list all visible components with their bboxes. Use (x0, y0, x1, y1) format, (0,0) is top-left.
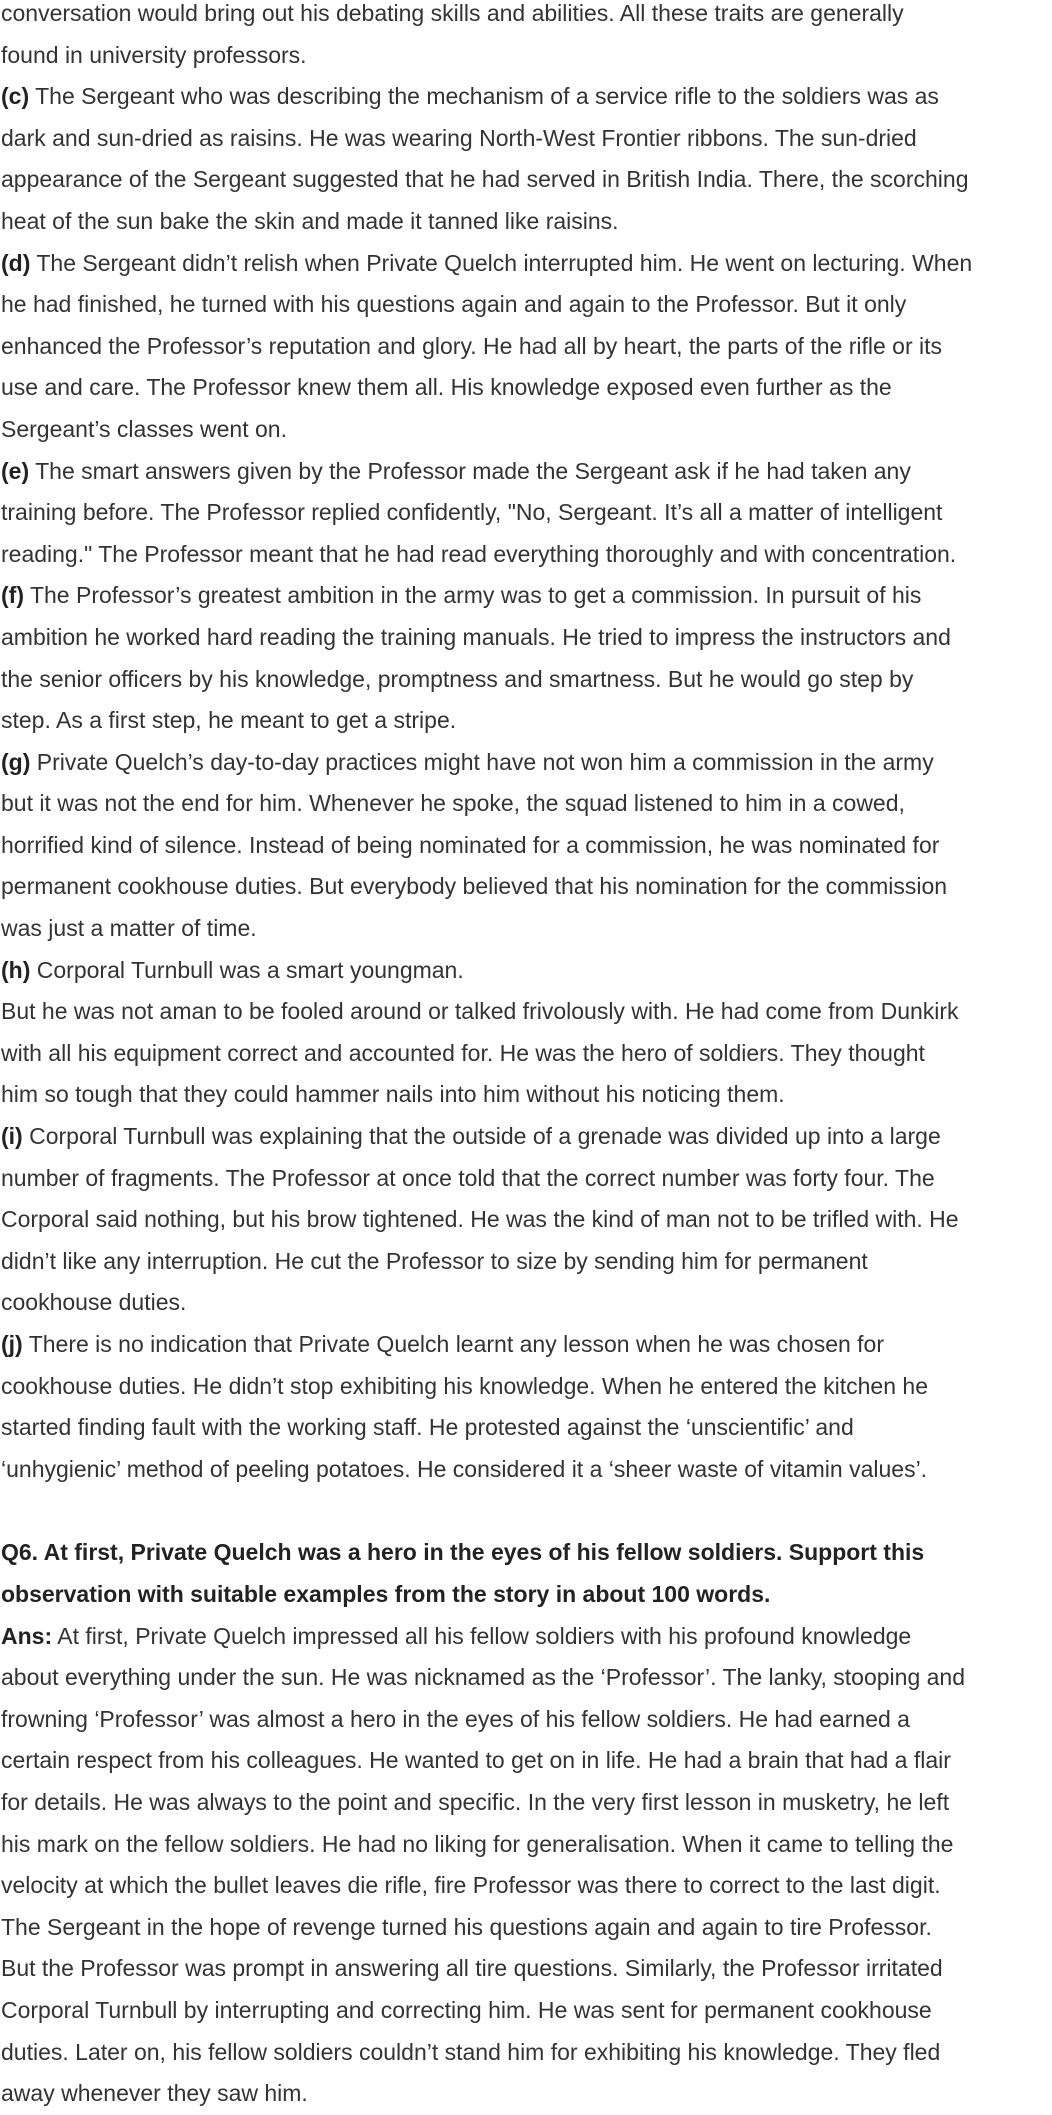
answer-h-text: Corporal Turnbull was a smart youngman. (30, 956, 464, 983)
answer-i-line: number of fragments. The Professor at once told that the correct number was forty four. The (1, 1164, 935, 1191)
answer-i-line: cookhouse duties. (1, 1289, 187, 1316)
answer-f-line: step. As a first step, he meant to get a stripe. (1, 707, 457, 734)
answer-f-line (1, 575, 1052, 617)
answer-q6-line: But the Professor was prompt in answering all tire questions. Similarly, the Professor irritated (1, 1955, 943, 1982)
answer-q6-line (1, 1616, 1052, 1658)
intro-line: found in university professors. (1, 41, 307, 68)
answer-label-j: (j) (1, 1331, 23, 1357)
answer-q6-text: At first, Private Quelch impressed all his fellow soldiers with his profound knowledge (52, 1622, 912, 1649)
answer-g-line: but it was not the end for him. Whenever he spoke, the squad listened to him in a cowed, (1, 790, 905, 817)
answer-f-text: The Professor’s greatest ambition in the army was to get a commission. In pursuit of his (23, 582, 922, 609)
answer-label-c: (c) (1, 83, 30, 110)
section-spacer (1, 1490, 1052, 1532)
answer-q6-line: his mark on the fellow soldiers. He had no liking for generalisation. When it came to telling the (1, 1830, 954, 1857)
answer-c-line: heat of the sun bake the skin and made it tanned like raisins. (1, 207, 619, 234)
answer-j-line: ‘unhygienic’ method of peeling potatoes. He considered it a ‘sheer waste of vitamin values’. (1, 1455, 928, 1482)
answer-label-f: (f) (1, 582, 24, 609)
answer-q6-line: certain respect from his colleagues. He wanted to get on in life. He had a brain that had a flair (1, 1747, 951, 1774)
answer-j-line: started finding fault with the working staff. He protested against the ‘unscientific’ and (1, 1414, 854, 1441)
answer-label-e: (e) (1, 457, 30, 484)
answer-f-line: ambition he worked hard reading the training manuals. He tried to impress the instructors and (1, 623, 951, 650)
answer-h-line (1, 950, 1052, 992)
answer-e-text: The smart answers given by the Professor made the Sergeant ask if he had taken any (29, 457, 911, 484)
answer-c-line (1, 76, 1052, 118)
answer-label-d: (d) (1, 249, 31, 276)
answer-g-line (1, 742, 1052, 784)
answer-j-line: cookhouse duties. He didn’t stop exhibiting his knowledge. When he entered the kitchen he (1, 1372, 928, 1399)
answer-j-text: There is no indication that Private Quelch learnt any lesson when he was chosen for (22, 1331, 885, 1357)
answer-q6-line: about everything under the sun. He was nicknamed as the ‘Professor’. The lanky, stooping and (1, 1664, 966, 1691)
answer-g-line: horrified kind of silence. Instead of being nominated for a commission, he was nominated for (1, 831, 940, 858)
intro-line: conversation would bring out his debating skills and abilities. All these traits are generally (1, 0, 904, 26)
answer-q6-line: away whenever they saw him. (1, 2080, 308, 2107)
answer-e-line: training before. The Professor replied confidently, "No, Sergeant. It’s all a matter of intelligent (1, 499, 943, 526)
answer-d-line: Sergeant’s classes went on. (1, 415, 287, 442)
answer-q6-line: duties. Later on, his fellow soldiers couldn’t stand him for exhibiting his knowledge. They fled (1, 2038, 941, 2065)
question-q6-line: observation with suitable examples from the story in about 100 words. (1, 1580, 771, 1607)
answer-i-line (1, 1116, 1052, 1158)
answer-q6-line: velocity at which the bullet leaves die rifle, fire Professor was there to correct to the last digit. (1, 1872, 941, 1899)
answer-g-line: was just a matter of time. (1, 915, 257, 942)
answer-label-h: (h) (1, 956, 31, 983)
answer-e-line (1, 451, 1052, 493)
answer-d-line: he had finished, he turned with his questions again and again to the Professor. But it only (1, 291, 907, 318)
answer-h-line: with all his equipment correct and accounted for. He was the hero of soldiers. They thought (1, 1039, 925, 1066)
answer-h-line: him so tough that they could hammer nails into him without his noticing them. (1, 1081, 785, 1108)
answer-c-text: The Sergeant who was describing the mechanism of a service rifle to the soldiers was as (29, 83, 939, 110)
answer-c-line: dark and sun-dried as raisins. He was wearing North-West Frontier ribbons. The sun-dried (1, 124, 917, 151)
answer-d-line (1, 243, 1052, 285)
question-q6-line: Q6. At first, Private Quelch was a hero in the eyes of his fellow soldiers. Support this (1, 1539, 925, 1566)
answer-q6-line: The Sergeant in the hope of revenge turned his questions again and again to tire Professor. (1, 1913, 932, 1940)
answer-c-line: appearance of the Sergeant suggested that he had served in British India. There, the scorching (1, 166, 969, 193)
answer-f-line: the senior officers by his knowledge, promptness and smartness. But he would go step by (1, 665, 914, 692)
answer-i-text: Corporal Turnbull was explaining that the outside of a grenade was divided up into a large (22, 1123, 941, 1150)
answer-g-line: permanent cookhouse duties. But everybody believed that his nomination for the commission (1, 873, 948, 900)
answer-j-line (1, 1324, 1052, 1366)
answer-d-line: enhanced the Professor’s reputation and glory. He had all by heart, the parts of the rifle or its (1, 332, 942, 359)
answer-i-line: Corporal said nothing, but his brow tightened. He was the kind of man not to be trifled with. He (1, 1206, 959, 1233)
answer-q6-line: Corporal Turnbull by interrupting and correcting him. He was sent for permanent cookhouse (1, 1996, 932, 2023)
answer-label-ans: Ans: (1, 1622, 53, 1649)
answer-g-text: Private Quelch’s day-to-day practices might have not won him a commission in the army (30, 748, 934, 775)
answer-d-text: The Sergeant didn’t relish when Private Quelch interrupted him. He went on lecturing. When (30, 249, 973, 276)
answer-label-g: (g) (1, 748, 31, 775)
answer-d-line: use and care. The Professor knew them all. His knowledge exposed even further as the (1, 374, 892, 401)
answer-label-i: (i) (1, 1123, 23, 1150)
answer-q6-line: frowning ‘Professor’ was almost a hero in the eyes of his fellow soldiers. He had earned a (1, 1705, 910, 1732)
document-body (1, 0, 1052, 2115)
answer-e-line: reading." The Professor meant that he had read everything thoroughly and with concentration. (1, 540, 957, 567)
answer-q6-line: for details. He was always to the point and specific. In the very first lesson in musketry, he left (1, 1788, 950, 1815)
answer-h-line: But he was not aman to be fooled around or talked frivolously with. He had come from Dunkirk (1, 998, 959, 1025)
answer-i-line: didn’t like any interruption. He cut the Professor to size by sending him for permanent (1, 1247, 868, 1274)
